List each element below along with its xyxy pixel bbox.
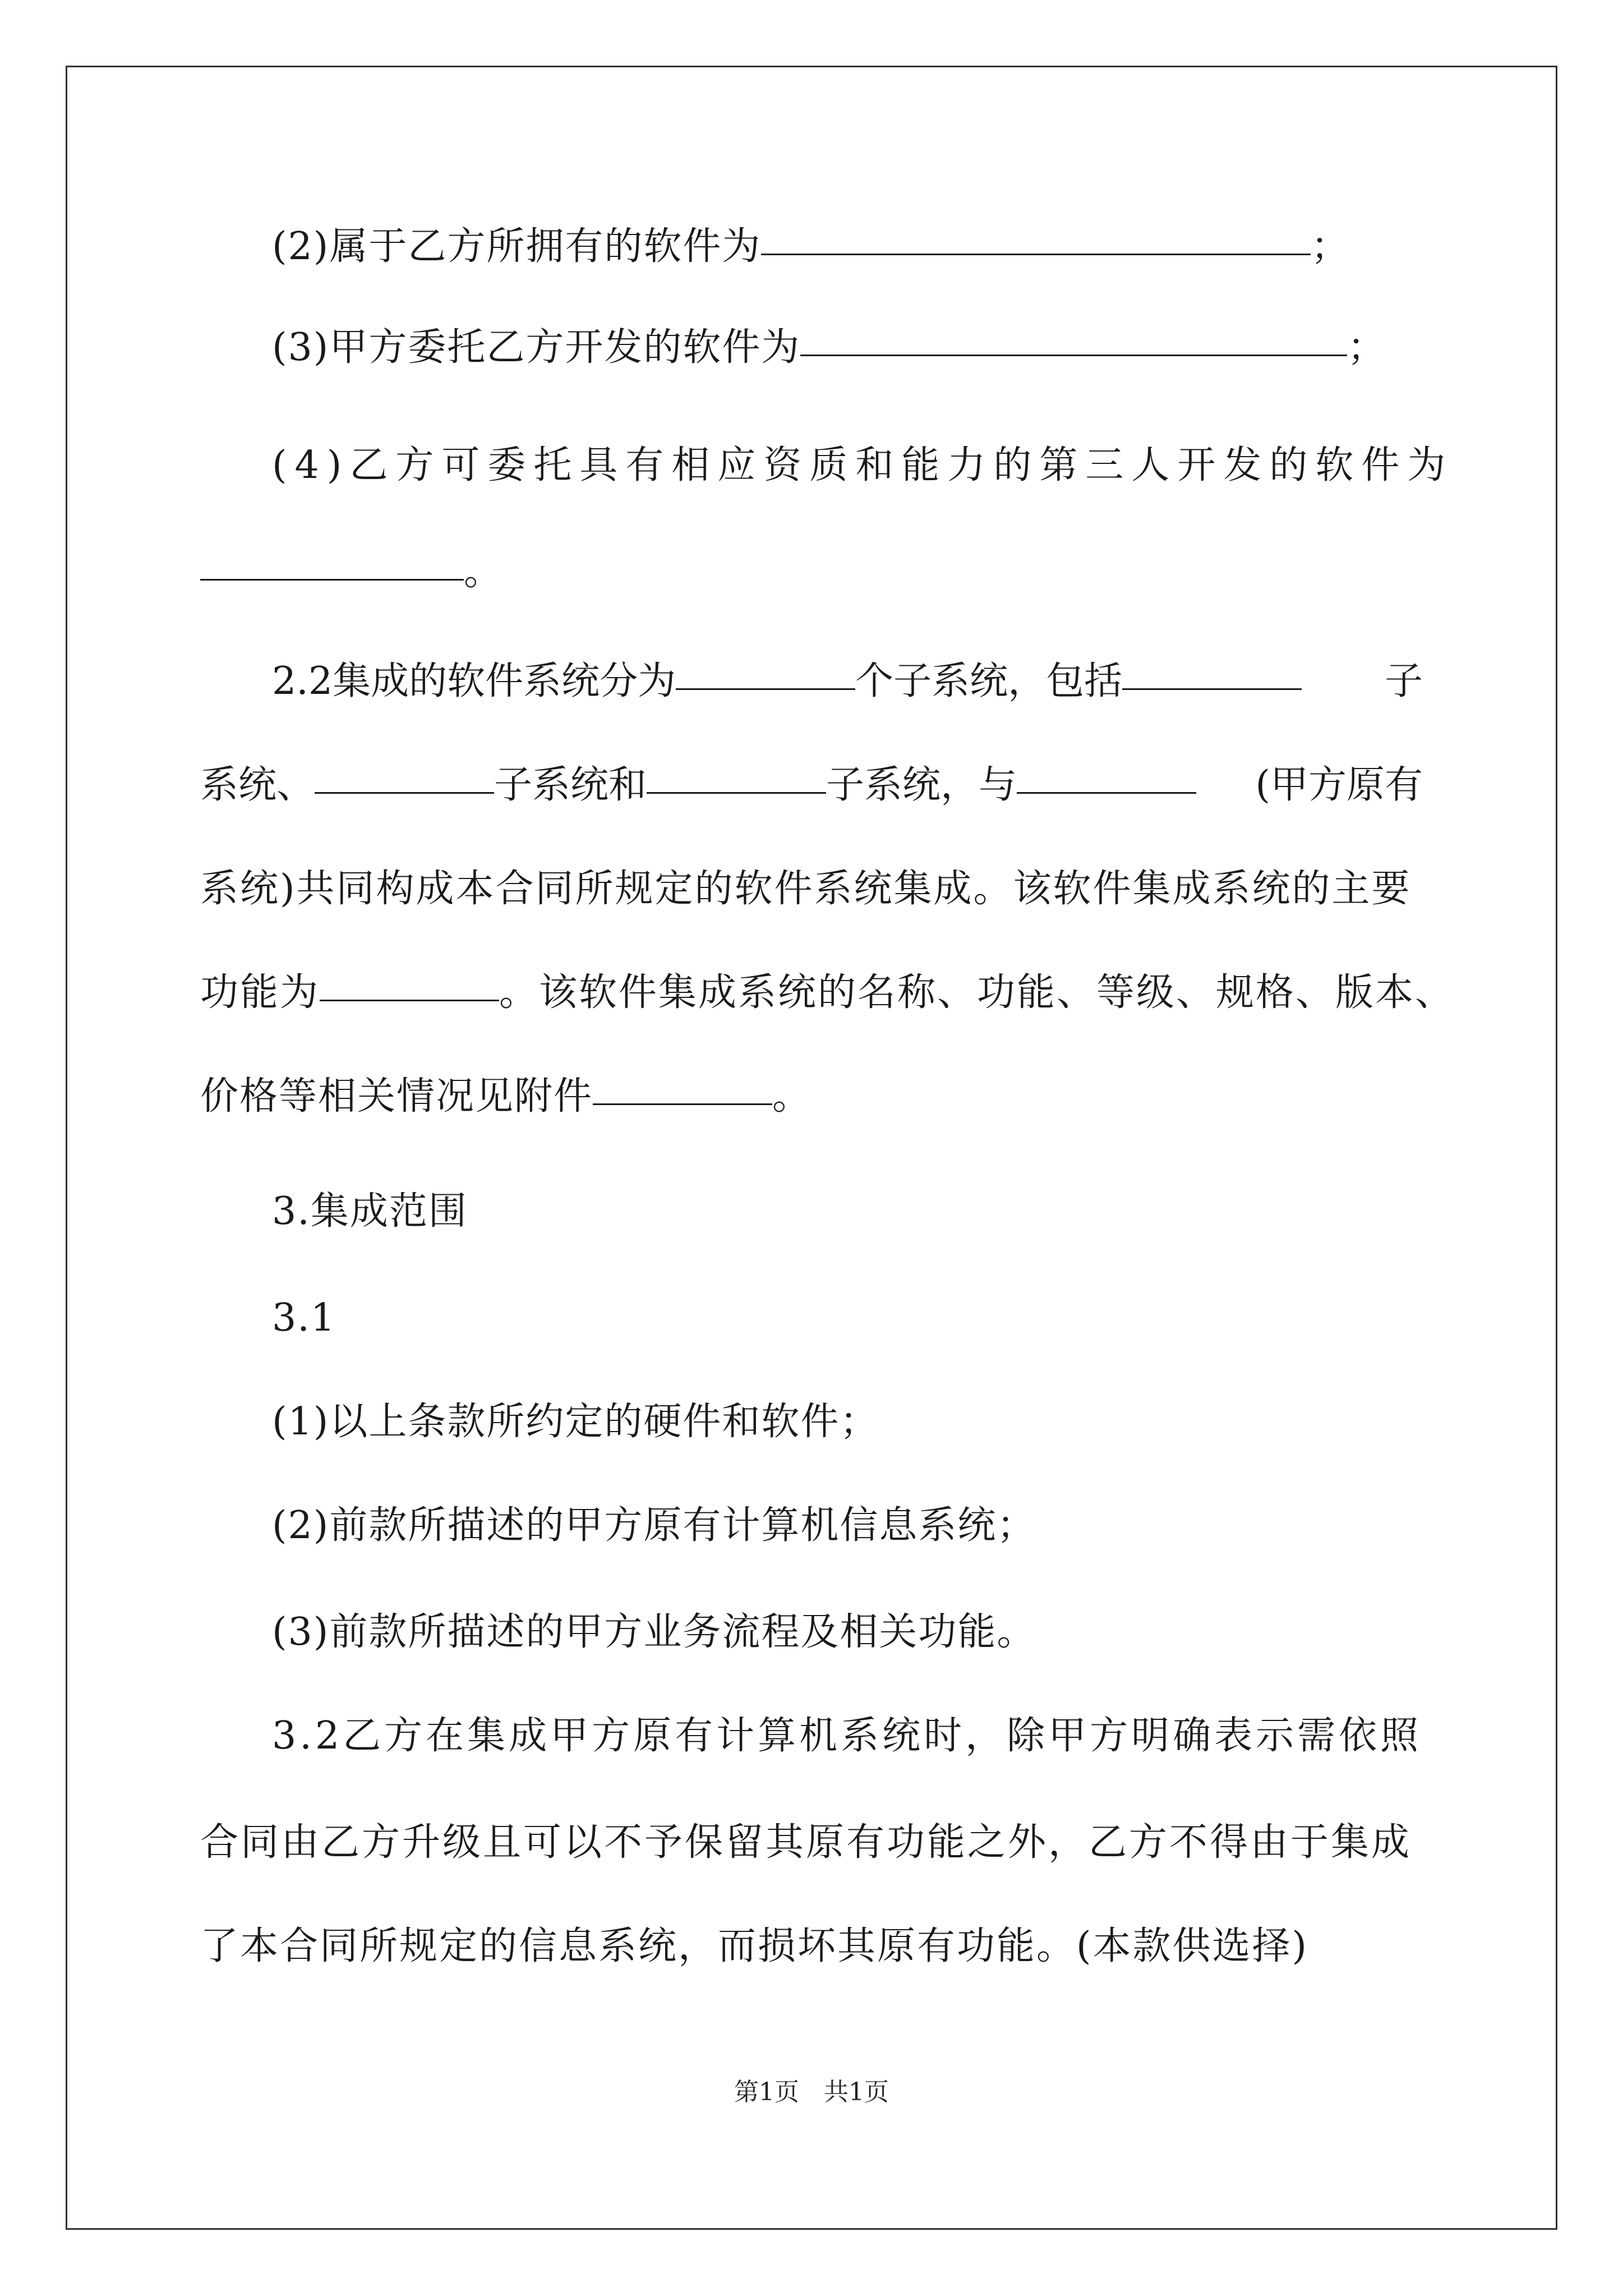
text: (甲方原有 bbox=[1255, 763, 1423, 807]
fill-blank bbox=[1122, 654, 1302, 690]
text: 3.集成范围 bbox=[272, 1189, 468, 1234]
fill-blank bbox=[320, 965, 499, 1001]
text: 系统)共同构成本合同所规定的软件系统集成。该软件集成系统的主要 bbox=[200, 867, 1412, 911]
text: (1)以上条款所约定的硬件和软件； bbox=[272, 1400, 879, 1444]
paragraph-line bbox=[200, 544, 503, 600]
page-border bbox=[66, 66, 1557, 2230]
paragraph-line bbox=[200, 861, 1412, 917]
paragraph-line bbox=[200, 1069, 811, 1125]
section-heading bbox=[272, 1184, 468, 1240]
text: 系统、 bbox=[200, 763, 315, 807]
list-item bbox=[272, 1498, 1036, 1554]
text: 合同由乙方升级且可以不予保留其原有功能之外，乙方不得由于集成 bbox=[200, 1820, 1412, 1865]
text: 子系统，与 bbox=[826, 763, 1017, 807]
text: (2)前款所描述的甲方原有计算机信息系统； bbox=[272, 1503, 1036, 1548]
text: 功能为 bbox=[200, 970, 320, 1015]
list-item bbox=[272, 1604, 1036, 1660]
paragraph-line bbox=[200, 965, 1455, 1021]
text: 价格等相关情况见附件 bbox=[200, 1074, 593, 1119]
text: ； bbox=[1311, 224, 1350, 269]
fill-blank bbox=[800, 320, 1347, 356]
text: 。 bbox=[464, 550, 504, 594]
text: ； bbox=[1347, 325, 1387, 370]
page-footer: 第1页 共1页 bbox=[734, 2078, 889, 2106]
paragraph-line bbox=[272, 219, 1350, 275]
fill-blank bbox=[647, 757, 826, 794]
text: (2)属于乙方所拥有的软件为 bbox=[272, 224, 762, 269]
fill-blank bbox=[315, 757, 494, 794]
text: 了本合同所规定的信息系统，而损坏其原有功能。(本款供选择) bbox=[200, 1924, 1309, 1968]
fill-blank bbox=[593, 1069, 772, 1105]
text: 子 bbox=[1384, 659, 1423, 703]
text: 个子系统，包括 bbox=[855, 659, 1123, 703]
paragraph-line bbox=[200, 654, 1423, 710]
paragraph-line bbox=[272, 320, 1386, 376]
paragraph-line bbox=[200, 1815, 1412, 1871]
paragraph-line bbox=[272, 1708, 1422, 1764]
paragraph-line bbox=[272, 438, 1453, 494]
paragraph-line bbox=[200, 757, 1423, 813]
clause-number bbox=[272, 1290, 336, 1346]
text: (4)乙方可委托具有相应资质和能力的第三人开发的软件为 bbox=[272, 443, 1454, 487]
text: (3)甲方委托乙方开发的软件为 bbox=[272, 325, 801, 370]
text: 子系统和 bbox=[494, 763, 647, 807]
text: (3)前款所描述的甲方业务流程及相关功能。 bbox=[272, 1610, 1036, 1654]
text: 。 bbox=[772, 1074, 812, 1119]
fill-blank bbox=[761, 219, 1311, 255]
fill-blank bbox=[676, 654, 855, 690]
paragraph-line bbox=[200, 1918, 1308, 1975]
list-item bbox=[272, 1394, 879, 1450]
text: 2.2集成的软件系统分为 bbox=[272, 659, 676, 703]
fill-blank bbox=[1017, 757, 1196, 794]
text: 。该软件集成系统的名称、功能、等级、规格、版本、 bbox=[499, 970, 1455, 1015]
fill-blank bbox=[200, 544, 464, 581]
text: 3.2乙方在集成甲方原有计算机系统时，除甲方明确表示需依照 bbox=[272, 1714, 1422, 1758]
text: 3.1 bbox=[272, 1296, 336, 1340]
